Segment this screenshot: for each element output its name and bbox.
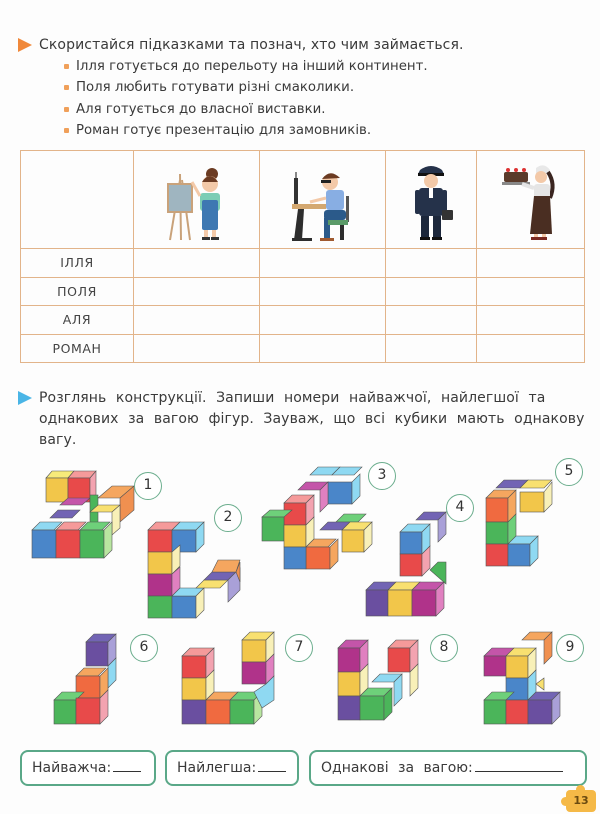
row-label: РОМАН [21, 334, 134, 363]
answer-cell[interactable] [476, 306, 584, 335]
answer-cell[interactable] [134, 334, 260, 363]
answer-cell[interactable] [260, 277, 386, 306]
figure-number-3: 3 [368, 462, 396, 490]
task-1-instruction: Скористайся підказками та познач, хто чим займається. [39, 37, 464, 53]
blue-triangle-marker-icon [18, 391, 32, 405]
pilot-icon [406, 160, 456, 242]
row-label: ІЛЛЯ [21, 249, 134, 278]
table-header-row [21, 151, 585, 249]
hints-list [64, 56, 428, 141]
figure-2 [148, 522, 240, 618]
figure-3 [262, 467, 372, 569]
figure-9 [484, 632, 560, 724]
equal-weight-blank[interactable] [475, 758, 563, 772]
table-row [21, 306, 585, 335]
answer-cell[interactable] [476, 249, 584, 278]
figure-number-9: 9 [556, 634, 584, 662]
orange-triangle-marker-icon [18, 38, 32, 52]
hint-item: Роман готує презентацію для замовників. [64, 120, 428, 141]
figure-number-5: 5 [555, 458, 583, 486]
table-row [21, 334, 585, 363]
figure-number-7: 7 [285, 634, 313, 662]
answer-cell[interactable] [386, 249, 477, 278]
corner-cell [21, 151, 134, 249]
artist-painter-icon [162, 160, 232, 242]
figure-1 [32, 471, 134, 558]
hint-item: Поля любить готувати різні смаколики. [64, 77, 428, 98]
answer-cell[interactable] [134, 277, 260, 306]
figure-number-4: 4 [446, 494, 474, 522]
figure-number-2: 2 [214, 504, 242, 532]
answer-cell[interactable] [386, 306, 477, 335]
answer-cell[interactable] [134, 249, 260, 278]
task-2 [18, 388, 588, 451]
equal-weight-label: Однакові за вагою: [321, 760, 473, 776]
hint-item: Ілля готується до перельоту на інший континент. [64, 56, 428, 77]
heaviest-answer-box[interactable] [20, 750, 156, 786]
task-1 [18, 35, 464, 56]
page-number-badge: 13 [566, 790, 596, 812]
picture-cell-artist [134, 151, 260, 249]
table-row [21, 277, 585, 306]
heaviest-label: Найважча: [32, 760, 112, 776]
equal-weight-answer-box[interactable] [309, 750, 587, 786]
figure-6 [54, 634, 116, 724]
hint-item: Аля готується до власної виставки. [64, 99, 428, 120]
answer-cell[interactable] [386, 277, 477, 306]
row-label: АЛЯ [21, 306, 134, 335]
answer-cell[interactable] [476, 334, 584, 363]
cube-figures-illustration [0, 455, 600, 745]
answer-cell[interactable] [260, 249, 386, 278]
bullet-icon [64, 85, 69, 90]
matching-table [20, 150, 585, 363]
figure-number-1: 1 [134, 472, 162, 500]
figure-4 [366, 512, 446, 616]
figure-7 [182, 632, 274, 724]
answer-cell[interactable] [476, 277, 584, 306]
row-label: ПОЛЯ [21, 277, 134, 306]
bullet-icon [64, 128, 69, 133]
figure-number-8: 8 [430, 634, 458, 662]
pastry-chef-icon [500, 160, 560, 242]
table-row [21, 249, 585, 278]
lightest-blank[interactable] [258, 758, 286, 772]
lightest-answer-box[interactable] [165, 750, 299, 786]
task-2-instruction: Розглянь конструкції. Запиши номери найважчої, найлегшої та однакових за вагою фігур. Зауваж, що всі кубики мають однакову вагу. [39, 390, 585, 448]
figure-number-6: 6 [130, 634, 158, 662]
figure-5 [486, 480, 552, 566]
answer-cell[interactable] [260, 306, 386, 335]
lightest-label: Найлегша: [177, 760, 257, 776]
picture-cell-pastry-chef [476, 151, 584, 249]
figure-8 [338, 640, 418, 720]
picture-cell-pilot [386, 151, 477, 249]
bullet-icon [64, 64, 69, 69]
answer-cell[interactable] [134, 306, 260, 335]
answer-cell[interactable] [386, 334, 477, 363]
answer-cell[interactable] [260, 334, 386, 363]
picture-cell-programmer [260, 151, 386, 249]
heaviest-blank[interactable] [113, 758, 141, 772]
bullet-icon [64, 107, 69, 112]
programmer-at-computer-icon [288, 160, 358, 242]
